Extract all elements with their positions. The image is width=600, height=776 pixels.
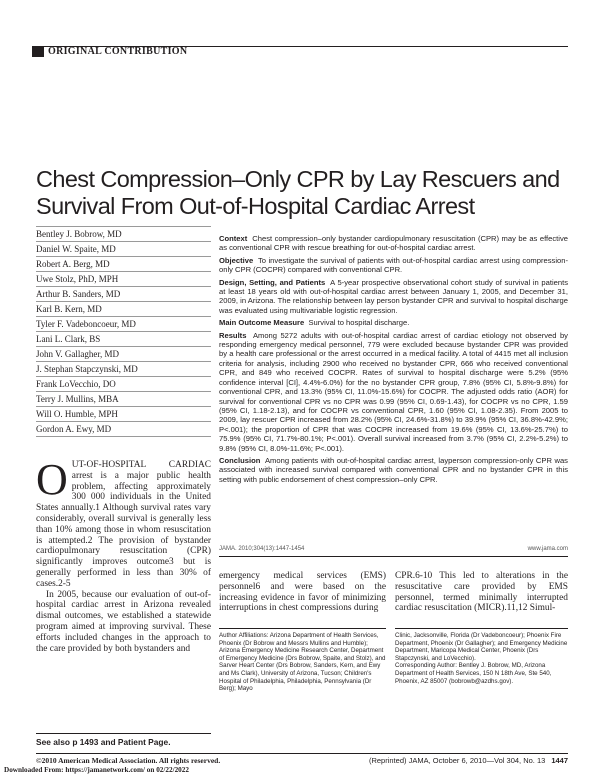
author: Lani L. Clark, BS	[36, 331, 211, 346]
affiliations-continued	[395, 628, 568, 685]
reprint-info: (Reprinted) JAMA, October 6, 2010—Vol 304, No. 13	[368, 756, 546, 765]
author: Tyler F. Vadeboncoeur, MD	[36, 316, 211, 331]
author: Arthur B. Sanders, MD	[36, 286, 211, 301]
drop-cap: O	[36, 455, 68, 504]
journal-reference	[369, 756, 568, 765]
body-column-2	[219, 571, 386, 614]
objective-text: To investigate the survival of patients with out-of-hospital cardiac arrest using compression-only CPR (COCPR) compared with conventional CPR.	[219, 255, 568, 275]
citation: JAMA. 2010;304(13):1447-1454	[219, 546, 305, 552]
outcome-text: Survival to hospital discharge.	[308, 318, 410, 328]
context-label: Context	[219, 234, 248, 243]
copyright: ©2010 American Medical Association. All rights reserved.	[36, 756, 221, 765]
abstract-design	[219, 278, 568, 316]
see-also-note[interactable]: See also p 1493 and Patient Page.	[36, 733, 211, 747]
section-label: ORIGINAL CONTRIBUTION	[48, 46, 188, 57]
citation-line	[219, 546, 568, 557]
body-paragraph	[36, 455, 211, 590]
design-label: Design, Setting, and Patients	[219, 277, 326, 287]
page-number: 1447	[551, 756, 568, 765]
corresponding-author: Corresponding Author: Bentley J. Bobrow, MD, Arizona Department of Health Services, 150 N 18th Ave, Ste 540, Phoenix, AZ 85007 (bobrowb@azdhs.gov).	[395, 662, 552, 685]
affiliations-text: Clinic, Jacksonville, Florida (Dr Vadeboncoeur); Phoenix Fire Department, Phoenix (Dr Gallagher); and Emergency Medicine Department, Maricopa Medical Center, Phoenix (Drs Stapczynski, and LoVecchio).	[395, 632, 568, 662]
author-affiliations: Author Affiliations: Arizona Department of Health Services, Phoenix (Dr Bobrow and Messrs Mullins and Humble); Arizona Emergency Medicine Research Center, Department of Emergency Medicine (Drs Bobrow, Spaite, and Stolz), and Sarver Heart Center (Drs Bobrow, Sanders, Kern, and Ewy and Ms Clark), University of Arizona, Tucson; Children's Hospital of Philadelphia, Philadelphia, Pennsylvania (Dr Berg); Mayo	[219, 628, 386, 693]
abstract-objective	[219, 256, 568, 275]
author: Karl B. Kern, MD	[36, 301, 211, 316]
section-marker	[32, 47, 44, 57]
abstract	[219, 234, 568, 487]
abstract-context	[219, 234, 568, 253]
author: Bentley J. Bobrow, MD	[36, 226, 211, 241]
author-list	[36, 226, 211, 437]
results-label: Results	[219, 330, 247, 340]
author: Gordon A. Ewy, MD	[36, 421, 211, 437]
author: Uwe Stolz, PhD, MPH	[36, 271, 211, 286]
body-paragraph: In 2005, because our evaluation of out-of-hospital cardiac arrest in Arizona revealed dismal outcomes, we established a statewide program aimed at improving survival. These efforts included changes in the approach to the care provided by both bystanders and	[36, 589, 211, 654]
objective-label: Objective	[219, 255, 254, 265]
journal-url[interactable]: www.jama.com	[527, 546, 568, 552]
conclusion-text: Among patients with out-of-hospital cardiac arrest, layperson compression-only CPR was associated with increased survival compared with conventional CPR and no bystander CPR in this setting with public endorsement of chest compression–only CPR.	[219, 455, 568, 484]
author: John V. Gallagher, MD	[36, 346, 211, 361]
footer-divider	[36, 753, 568, 754]
conclusion-label: Conclusion	[219, 455, 261, 465]
author: Terry J. Mullins, MBA	[36, 391, 211, 406]
body-paragraph: emergency medical services (EMS) personnel6 and were based on the increasing evidence in favor of minimizing interruptions in chest compressions during	[219, 571, 386, 614]
abstract-conclusion	[219, 456, 568, 484]
body-column-3	[395, 571, 568, 614]
abstract-outcome	[219, 318, 568, 327]
article-title: Chest Compression–Only CPR by Lay Rescuers and Survival From Out-of-Hospital Cardiac Arrest	[36, 166, 560, 219]
author: Frank LoVecchio, DO	[36, 376, 211, 391]
body-paragraph: CPR.6-10 This led to alterations in the resuscitative care provided by EMS personnel, termed minimally interrupted cardiac resuscitation (MICR).11,12 Simul-	[395, 571, 568, 614]
author: Will O. Humble, MPH	[36, 406, 211, 421]
body-column-1	[36, 455, 211, 654]
section-header	[32, 46, 568, 57]
outcome-label: Main Outcome Measure	[219, 318, 305, 328]
intro-text: UT-OF-HOSPITAL CARDIAC arrest is a major public health problem, affecting approximately 300 000 individuals in the United States annually.1 Although survival rates vary considerably, overall survival is generally less than 10% among those in whom resuscitation is attempted.2 The provision of bystander cardiopulmonary resuscitation (CPR) significantly improves outcome3 but is generally performed in less than 30% of cases.2-5	[36, 460, 211, 589]
context-text: Chest compression–only bystander cardiopulmonary resuscitation (CPR) may be as effective as conventional CPR with rescue breathing for out-of-hospital cardiac arrest.	[219, 234, 568, 253]
download-notice: Downloaded From: https://jamanetwork.com/ on 02/22/2022	[4, 766, 189, 774]
author: Robert A. Berg, MD	[36, 256, 211, 271]
author: Daniel W. Spaite, MD	[36, 241, 211, 256]
design-text: A 5-year prospective observational cohort study of survival in patients at least 18 years old with out-of-hospital cardiac arrest between January 1, 2005, and December 31, 2009, in Arizona. The relationship between lay person bystander CPR and survival to hospital discharge was evaluated using multivariable logistic regression.	[219, 277, 569, 315]
author: J. Stephan Stapczynski, MD	[36, 361, 211, 376]
abstract-results	[219, 331, 568, 453]
results-text: Among 5272 adults with out-of-hospital cardiac arrest of cardiac etiology not observed by responding emergency medical personnel, 779 were excluded because bystander CPR was provided by a health care professional or the arrest occurred in a medical facility. A total of 4415 met all inclusion criteria for analysis, including 2900 who received no bystander CPR, 666 who received conventional CPR, and 849 who received COCPR. Rates of survival to hospital discharge were 5.2% (95% confidence interval [CI], 4.4%-6.0%) for the no bystander CPR group, 7.8% (95% CI, 5.8%-9.8%) for conventional CPR, and 13.3% (95% CI, 11.0%-15.6%) for COCPR. The adjusted odds ratio (AOR) for survival for conventional CPR vs no CPR was 0.99 (95% CI, 0.69-1.43), for COCPR vs no CPR, 1.59 (95% CI, 1.18-2.13), and for COCPR vs conventional CPR, 1.60 (95% CI, 1.08-2.35). From 2005 to 2009, lay rescuer CPR increased from 28.2% (95% CI, 24.6%-31.8%) to 39.9% (95% CI, 36.8%-42.9%; P<.001); the proportion of CPR that was COCPR increased from 19.6% (95% CI, 13.6%-25.7%) to 75.9% (95% CI, 71.7%-80.1%; P<.001). Overall survival increased from 3.7% (95% CI, 2.2%-5.2%) to 9.8% (95% CI, 8.0%-11.6%; P<.001).	[219, 330, 568, 453]
